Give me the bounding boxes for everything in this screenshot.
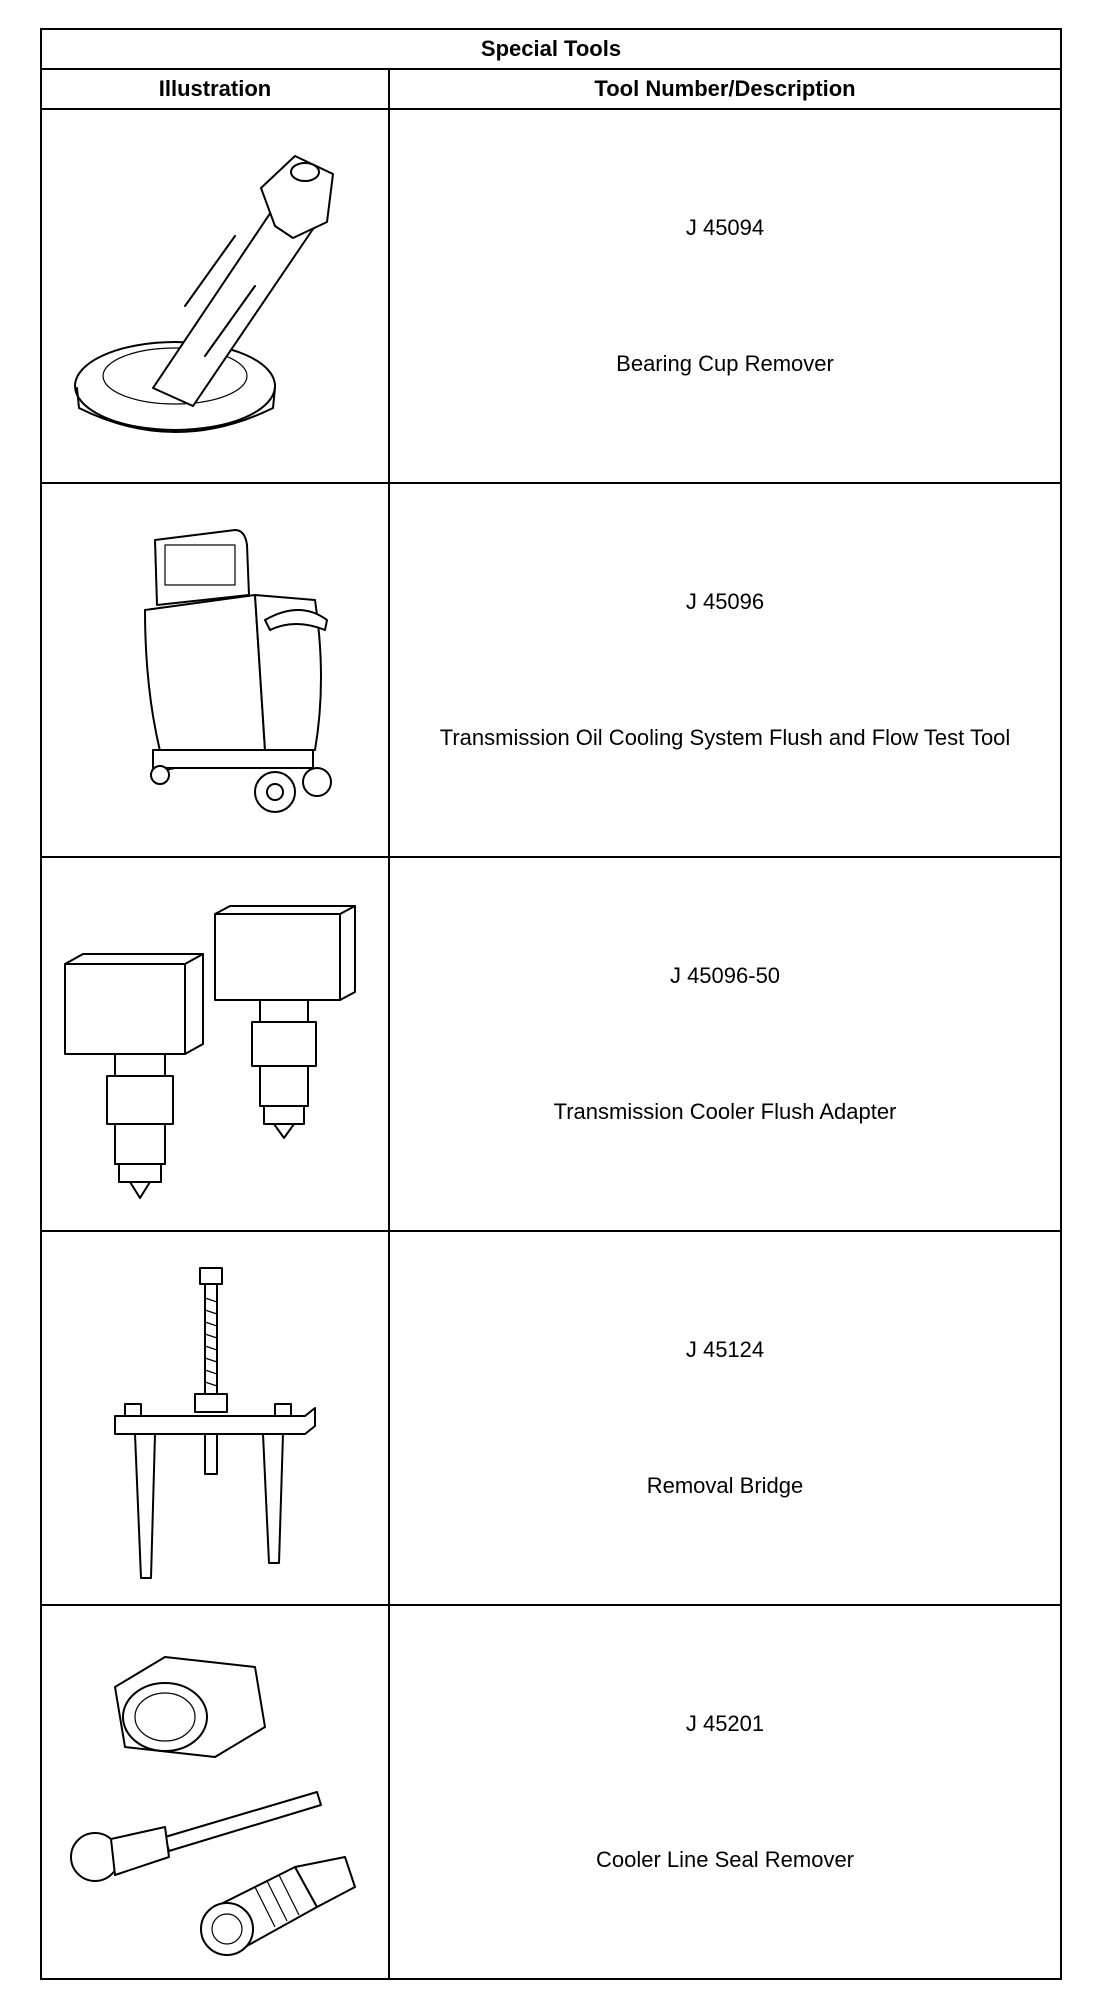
tool-description: Removal Bridge [646,1473,804,1498]
tool-description-cell [389,857,1061,1231]
cooler-flush-adapter-illustration [55,874,375,1214]
table-row [41,857,1061,1231]
removal-bridge-illustration [65,1248,365,1588]
cooler-line-seal-remover-illustration [55,1617,375,1967]
tool-number: J 45096-50 [669,963,781,988]
flush-flow-test-cart-illustration [65,500,365,840]
column-header-tool-number-description: Tool Number/Description [389,69,1061,109]
bearing-cup-remover-illustration [65,126,365,466]
tool-number: J 45201 [685,1711,765,1736]
column-header-illustration: Illustration [41,69,389,109]
illustration-cell [41,1231,389,1605]
illustration-cell [41,109,389,483]
tool-description-cell [389,1231,1061,1605]
tool-description: Transmission Cooler Flush Adapter [553,1099,897,1124]
tool-description-cell [389,1605,1061,1979]
illustration-cell [41,483,389,857]
tool-description: Transmission Oil Cooling System Flush and Flow Test Tool [439,725,1011,750]
tool-description: Bearing Cup Remover [616,351,834,376]
tool-description-cell [389,109,1061,483]
tool-number: J 45094 [685,215,765,240]
table-row [41,483,1061,857]
table-row [41,1605,1061,1979]
table-row [41,1231,1061,1605]
tool-description-cell [389,483,1061,857]
illustration-cell [41,1605,389,1979]
special-tools-table [40,28,1062,1980]
tool-description: Cooler Line Seal Remover [595,1847,855,1872]
table-title: Special Tools [41,29,1061,69]
illustration-cell [41,857,389,1231]
table-row [41,109,1061,483]
tool-number: J 45124 [685,1337,765,1362]
tool-number: J 45096 [685,589,765,614]
